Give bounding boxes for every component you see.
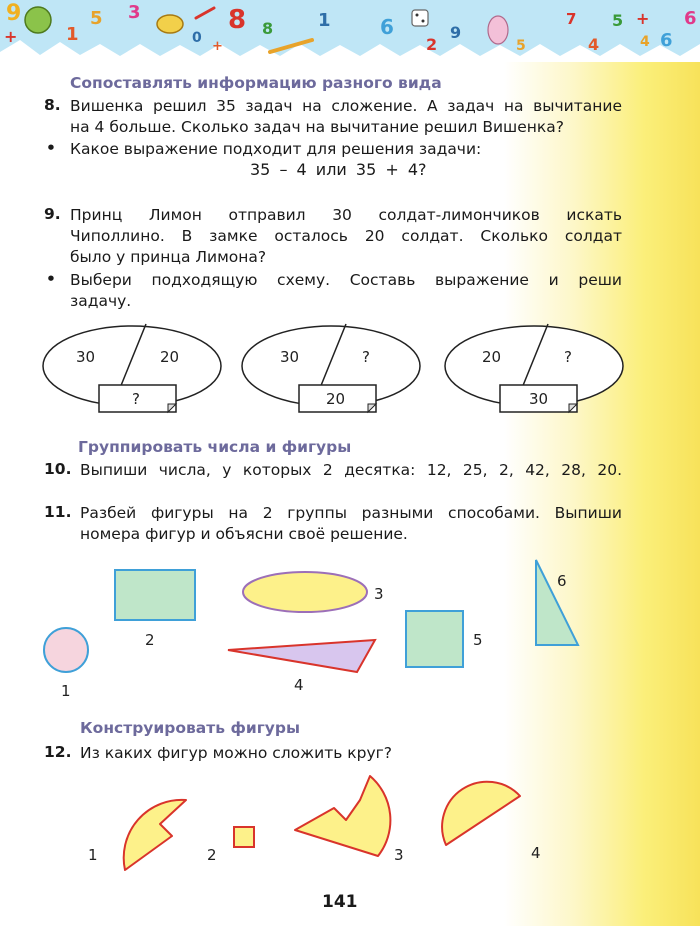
banner-glyph: 4 — [588, 35, 600, 54]
banner-glyph: 6 — [684, 8, 697, 29]
figure-12-2-square — [234, 827, 254, 847]
banner-glyph: 1 — [318, 10, 331, 31]
banner-glyph: 5 — [612, 11, 624, 30]
task-11-number: 11. — [44, 503, 72, 521]
banner-glyph: + — [4, 27, 18, 46]
task-8-bullet: • — [46, 139, 56, 157]
banner-glyph: + — [212, 39, 223, 54]
banner-glyph: + — [636, 9, 650, 28]
figure-6-label: 6 — [557, 572, 567, 590]
figure-12-3-label: 3 — [394, 846, 404, 864]
section-title-group: Группировать числа и фигуры — [78, 438, 352, 456]
figure-1-label: 1 — [61, 682, 71, 700]
task-9-bullet: • — [46, 270, 56, 288]
banner-glyph: 6 — [660, 30, 673, 51]
banner-glyph: 1 — [66, 24, 79, 45]
scheme-1-right: 20 — [160, 348, 180, 366]
banner-glyph: 0 — [192, 30, 202, 46]
scheme-3-left: 20 — [482, 348, 502, 366]
banner-glyph: 4 — [640, 34, 650, 50]
figure-4-label: 4 — [294, 676, 304, 694]
task-8-number: 8. — [44, 96, 61, 114]
task-8-line-1: Вишенка решил 35 задач на сложение. А задач на вычитание — [70, 97, 622, 115]
task-9-question-1: Выбери подходящую схему. Составь выражение и реши — [70, 271, 622, 289]
task-8-expression: 35 – 4 или 35 + 4? — [250, 160, 427, 179]
task-8-line-2: на 4 больше. Сколько задач на вычитание решил Вишенка? — [70, 118, 565, 136]
banner-glyph: 9 — [450, 23, 462, 42]
section-title-construct: Конструировать фигуры — [80, 719, 301, 737]
figure-12-1-notched-half-circle — [124, 800, 186, 870]
page-number: 141 — [322, 892, 358, 912]
scheme-1-box-value: ? — [132, 390, 140, 408]
task-10-text: Выпиши числа, у которых 2 десятка: 12, 25, 2, 42, 28, 20. — [80, 461, 622, 479]
figure-2-label: 2 — [145, 631, 155, 649]
scheme-3-right: ? — [564, 348, 572, 366]
banner-glyph: 5 — [90, 8, 103, 29]
scheme-1-left: 30 — [76, 348, 96, 366]
task-9-line-1: Принц Лимон отправил 30 солдат-лимончиков искать — [70, 206, 622, 224]
task-8-question: Какое выражение подходит для решения задачи: — [70, 140, 482, 158]
task-9-line-2: Чиполлино. В замке осталось 20 солдат. Сколько солдат — [70, 227, 622, 245]
task-11-line-2: номера фигур и объясни своё решение. — [80, 525, 408, 543]
figure-12-2-label: 2 — [207, 846, 217, 864]
task-12-text: Из каких фигур можно сложить круг? — [80, 744, 393, 762]
banner-glyph: 2 — [426, 35, 438, 54]
banner-glyph: 5 — [516, 38, 526, 54]
figure-12-4-half-circle — [442, 782, 520, 845]
figure-12-3-notched-half-circle — [295, 776, 390, 856]
scheme-2-box-value: 20 — [326, 390, 346, 408]
figure-12-4-label: 4 — [531, 844, 541, 862]
banner-glyph: 7 — [566, 10, 577, 28]
banner-glyph: 6 — [380, 15, 394, 39]
banner-glyph: 8 — [262, 19, 274, 38]
figure-3-label: 3 — [374, 585, 384, 603]
task-10-number: 10. — [44, 460, 72, 478]
task-9-question-2: задачу. — [70, 292, 132, 310]
scheme-2-right: ? — [362, 348, 370, 366]
task-9-number: 9. — [44, 205, 61, 223]
scheme-3-box-value: 30 — [529, 390, 549, 408]
banner-glyph: 9 — [6, 1, 22, 26]
banner-glyph: 8 — [228, 5, 247, 35]
figure-5-label: 5 — [473, 631, 483, 649]
scheme-2-left: 30 — [280, 348, 300, 366]
task-9-line-3: было у принца Лимона? — [70, 248, 267, 266]
section-title-compare: Сопоставлять информацию разного вида — [70, 74, 442, 92]
task-12-number: 12. — [44, 743, 72, 761]
figure-12-1-label: 1 — [88, 846, 98, 864]
task-11-line-1: Разбей фигуры на 2 группы разными способами. Выпиши — [80, 504, 622, 522]
banner-glyph: 3 — [128, 2, 141, 23]
